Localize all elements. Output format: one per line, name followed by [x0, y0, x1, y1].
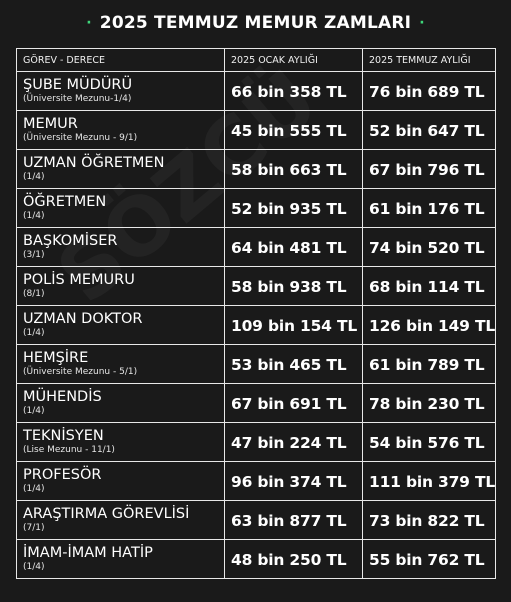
ocak-salary: 67 bin 691 TL: [231, 394, 347, 413]
title-dot-left: ·: [86, 15, 92, 31]
temmuz-salary: 52 bin 647 TL: [369, 121, 485, 140]
ocak-salary-cell: [225, 462, 363, 501]
temmuz-salary: 78 bin 230 TL: [369, 394, 485, 413]
ocak-salary-cell: [225, 267, 363, 306]
role-cell: [17, 72, 225, 111]
role-grade: (1/4): [23, 562, 45, 572]
ocak-salary-cell: [225, 306, 363, 345]
temmuz-salary-cell: [363, 267, 496, 306]
role-cell: [17, 267, 225, 306]
table-row: [17, 189, 496, 228]
role-name: ARAŞTIRMA GÖREVLİSİ: [23, 506, 190, 522]
temmuz-salary-cell: [363, 72, 496, 111]
table-row: [17, 306, 496, 345]
title-dot-right: ·: [419, 15, 425, 31]
header-temmuz-ayligi: 2025 TEMMUZ AYLIĞI: [363, 49, 496, 72]
table-row: [17, 540, 496, 579]
table-row: [17, 72, 496, 111]
ocak-salary: 47 bin 224 TL: [231, 433, 347, 452]
ocak-salary-cell: [225, 150, 363, 189]
role-cell: [17, 150, 225, 189]
temmuz-salary-cell: [363, 384, 496, 423]
ocak-salary: 48 bin 250 TL: [231, 550, 347, 569]
temmuz-salary: 73 bin 822 TL: [369, 511, 485, 530]
ocak-salary: 52 bin 935 TL: [231, 199, 347, 218]
header-ocak-ayligi: 2025 OCAK AYLIĞI: [225, 49, 363, 72]
temmuz-salary-cell: [363, 228, 496, 267]
role-grade: (Üniversite Mezunu-1/4): [23, 94, 132, 104]
salary-table: [16, 48, 496, 579]
temmuz-salary-cell: [363, 111, 496, 150]
temmuz-salary-cell: [363, 150, 496, 189]
table-row: [17, 228, 496, 267]
ocak-salary-cell: [225, 189, 363, 228]
role-name: ÖĞRETMEN: [23, 194, 107, 210]
ocak-salary: 63 bin 877 TL: [231, 511, 347, 530]
ocak-salary-cell: [225, 111, 363, 150]
role-grade: (3/1): [23, 250, 45, 260]
ocak-salary: 66 bin 358 TL: [231, 82, 347, 101]
table-row: [17, 384, 496, 423]
role-grade: (1/4): [23, 406, 45, 416]
role-cell: [17, 228, 225, 267]
ocak-salary-cell: [225, 384, 363, 423]
role-cell: [17, 423, 225, 462]
role-name: TEKNİSYEN: [23, 428, 104, 444]
temmuz-salary-cell: [363, 462, 496, 501]
role-name: UZMAN ÖĞRETMEN: [23, 155, 165, 171]
temmuz-salary: 61 bin 789 TL: [369, 355, 485, 374]
ocak-salary: 58 bin 663 TL: [231, 160, 347, 179]
role-grade: (1/4): [23, 211, 45, 221]
temmuz-salary: 61 bin 176 TL: [369, 199, 485, 218]
role-name: HEMŞİRE: [23, 350, 89, 366]
role-cell: [17, 540, 225, 579]
table-row: [17, 345, 496, 384]
role-grade: (7/1): [23, 523, 45, 533]
role-cell: [17, 384, 225, 423]
temmuz-salary: 67 bin 796 TL: [369, 160, 485, 179]
ocak-salary-cell: [225, 345, 363, 384]
role-name: POLİS MEMURU: [23, 272, 135, 288]
temmuz-salary: 74 bin 520 TL: [369, 238, 485, 257]
temmuz-salary-cell: [363, 540, 496, 579]
role-grade: (Üniversite Mezunu - 9/1): [23, 133, 138, 143]
role-name: BAŞKOMİSER: [23, 233, 118, 249]
role-grade: (Lise Mezunu - 11/1): [23, 445, 115, 455]
role-cell: [17, 501, 225, 540]
role-cell: [17, 345, 225, 384]
table-row: [17, 267, 496, 306]
role-cell: [17, 462, 225, 501]
role-grade: (1/4): [23, 484, 45, 494]
role-name: MEMUR: [23, 116, 78, 132]
role-name: UZMAN DOKTOR: [23, 311, 143, 327]
role-cell: [17, 189, 225, 228]
ocak-salary: 64 bin 481 TL: [231, 238, 347, 257]
table-row: [17, 423, 496, 462]
temmuz-salary: 55 bin 762 TL: [369, 550, 485, 569]
role-grade: (Üniversite Mezunu - 5/1): [23, 367, 138, 377]
role-grade: (8/1): [23, 289, 45, 299]
ocak-salary-cell: [225, 72, 363, 111]
ocak-salary: 53 bin 465 TL: [231, 355, 347, 374]
table-header-row: [17, 49, 496, 72]
temmuz-salary: 126 bin 149 TL: [369, 316, 495, 335]
role-name: İMAM-İMAM HATİP: [23, 545, 153, 561]
page-title: [0, 10, 511, 36]
page-title-text: 2025 TEMMUZ MEMUR ZAMLARI: [99, 13, 412, 33]
ocak-salary: 109 bin 154 TL: [231, 316, 357, 335]
temmuz-salary: 76 bin 689 TL: [369, 82, 485, 101]
role-grade: (1/4): [23, 172, 45, 182]
temmuz-salary-cell: [363, 345, 496, 384]
temmuz-salary: 68 bin 114 TL: [369, 277, 485, 296]
ocak-salary-cell: [225, 228, 363, 267]
temmuz-salary: 111 bin 379 TL: [369, 472, 495, 491]
role-cell: [17, 306, 225, 345]
header-gorev-derece: GÖREV - DERECE: [17, 49, 225, 72]
role-name: ŞUBE MÜDÜRÜ: [23, 77, 133, 93]
table-row: [17, 501, 496, 540]
ocak-salary: 58 bin 938 TL: [231, 277, 347, 296]
table-row: [17, 111, 496, 150]
ocak-salary: 45 bin 555 TL: [231, 121, 347, 140]
role-name: PROFESÖR: [23, 467, 102, 483]
role-name: MÜHENDİS: [23, 389, 102, 405]
table-row: [17, 462, 496, 501]
temmuz-salary: 54 bin 576 TL: [369, 433, 485, 452]
role-cell: [17, 111, 225, 150]
temmuz-salary-cell: [363, 501, 496, 540]
temmuz-salary-cell: [363, 189, 496, 228]
temmuz-salary-cell: [363, 423, 496, 462]
table-row: [17, 150, 496, 189]
ocak-salary: 96 bin 374 TL: [231, 472, 347, 491]
role-grade: (1/4): [23, 328, 45, 338]
table-body: [17, 72, 496, 579]
ocak-salary-cell: [225, 501, 363, 540]
ocak-salary-cell: [225, 540, 363, 579]
temmuz-salary-cell: [363, 306, 496, 345]
ocak-salary-cell: [225, 423, 363, 462]
